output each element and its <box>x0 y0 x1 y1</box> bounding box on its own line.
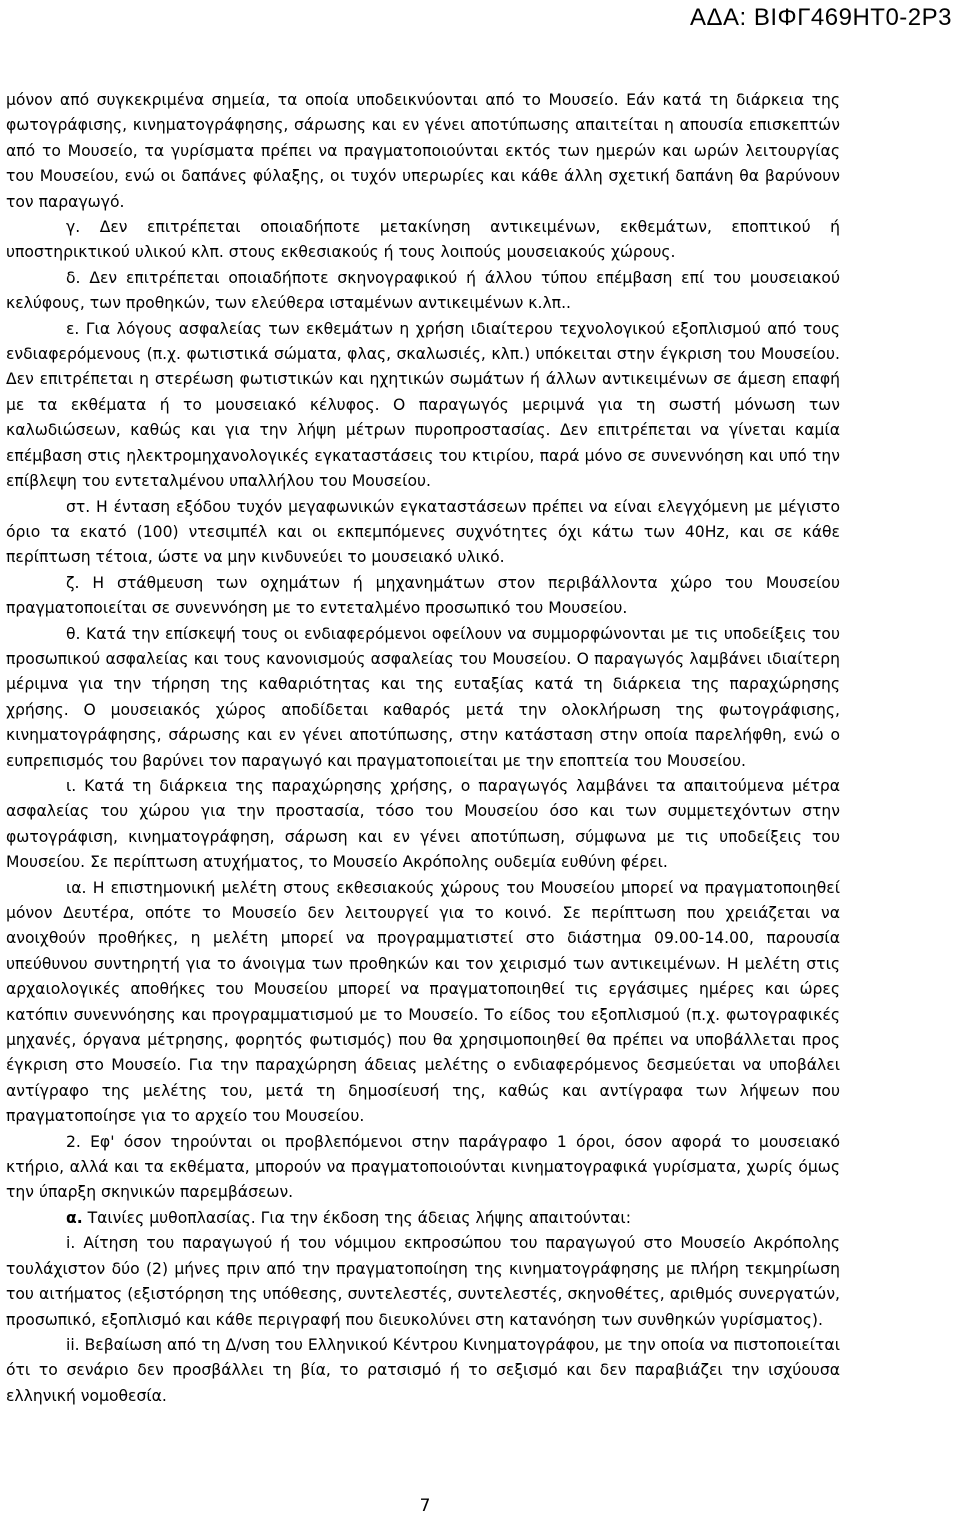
paragraph-i-roman: i. Αίτηση του παραγωγού ή του νόμιμου εκπροσώπου του παραγωγού στο Μουσείο Ακρόπολης τουλάχιστον δύο (2) μήνες πριν από την πραγματοποίηση της κινηματογράφησης με πλήρη τεκμηρίωση του αιτήματος (εξιστόρηση της υπόθεσης, συντελεστές, συντελεστές, σκηνοθέτες, αριθμός συνεργατών, προσωπικό, εξοπλισμό και κάθε περιγραφή που διευκολύνει στη κατανόηση των συνθηκών γυρίσματος). <box>6 1234 840 1329</box>
page-number: 7 <box>419 1496 431 1516</box>
paragraph-st: στ. Η ένταση εξόδου τυχόν μεγαφωνικών εγκαταστάσεων πρέπει να είναι ελεγχόμενη με μέγιστο όριο τα εκατό (100) ντεσιμπέλ και οι εκπεμπόμενες συχνότητες όχι κάτω των 40Hz, και σε κάθε περίπτωση τέτοια, ώστε να μην κινδυνεύει το μουσειακό υλικό. <box>6 497 840 567</box>
paragraph-e: ε. Για λόγους ασφαλείας των εκθεμάτων η χρήση ιδιαίτερου τεχνολογικού εξοπλισμού από τους ενδιαφερόμενους (π.χ. φωτιστικά σώματα, φλας, σκαλωσιές, κλπ.) υπόκειται στην έγκριση του Μουσείου. Δεν επιτρέπεται η στερέωση φωτιστικών και ηχητικών σωμάτων ή άλλων αντικειμένων σε άμεση επαφή με τα εκθέματα ή το μουσειακό κέλυφος. Ο παραγωγός μεριμνά για τη σωστή μόνωση των καλωδιώσεων, καθώς και για την λήψη μέτρων πυροπροστασίας. Δεν επιτρέπεται να γίνεται καμία επέμβαση στις ηλεκτρομηχανολογικές εγκαταστάσεις του κτιρίου, παρά μόνο σε συνεννόηση και υπό την επίβλεψη του εντεταλμένου υπαλλήλου του Μουσείου. <box>6 319 840 491</box>
document-body <box>6 88 840 1409</box>
ada-code-header: ΑΔΑ: ΒΙΦΓ469ΗΤ0-2Ρ3 <box>689 4 952 31</box>
paragraph-th: θ. Κατά την επίσκεψή τους οι ενδιαφερόμενοι οφείλουν να συμμορφώνονται με τις υποδείξεις του προσωπικού ασφαλείας και τους κανονισμούς ασφαλείας του Μουσείου. Ο παραγωγός λαμβάνει ιδιαίτερη μέριμνα για την τήρηση της καθαριότητας και της ευταξίας κατά τη διάρκεια της παραχώρησης χρήσης. Ο μουσειακός χώρος αποδίδεται καθαρός μετά την ολοκλήρωση της φωτογράφισης, κινηματογράφησης, σάρωσης και εν γένει αποτύπωσης, στην κατάσταση στην οποία παρελήφθη, ενώ ο ευπρεπισμός του βαρύνει τον παραγωγό και πραγματοποιείται με την εποπτεία του Μουσείου. <box>6 624 840 770</box>
alpha-text: Ταινίες μυθοπλασίας. Για την έκδοση της άδειας λήψης απαιτούνται: <box>82 1208 631 1227</box>
paragraph-ia: ια. Η επιστημονική μελέτη στους εκθεσιακούς χώρους του Μουσείου μπορεί να πραγματοποιηθεί μόνον Δευτέρα, οπότε το Μουσείο δεν λειτουργεί για το κοινό. Σε περίπτωση που χρειάζεται να ανοιχθούν προθήκες, η μελέτη μπορεί να προγραμματιστεί στο διάστημα 09.00-14.00, παρουσία υπεύθυνου συντηρητή για το άνοιγμα των προθηκών και τον χειρισμό των αντικειμένων. Η μελέτη στις αρχαιολογικές αποθήκες του Μουσείου μπορεί να πραγματοποιηθεί τις εργάσιμες ημέρες και ώρες κατόπιν συνεννόησης και προγραμματισμού με το Μουσείο. Το είδος του εξοπλισμού (π.χ. φωτογραφικές μηχανές, όργανα μέτρησης, φορητός φωτισμός) που θα χρησιμοποιηθεί θα πρέπει να υποβάλλεται προς έγκριση στο Μουσείο. Για την παραχώρηση άδειας μελέτης ο ενδιαφερόμενος δεσμεύεται να υποβάλει αντίγραφο της μελέτης του, μετά τη δημοσίευσή της, καθώς και αντίγραφα των λήψεων που πραγματοποίησε για το αρχείο του Μουσείου. <box>6 878 840 1126</box>
paragraph-2: 2. Εφ' όσον τηρούνται οι προβλεπόμενοι στην παράγραφο 1 όροι, όσον αφορά το μουσειακό κτήριο, αλλά και τα εκθέματα, μπορούν να πραγματοποιούνται κινηματογραφικά γυρίσματα, χωρίς όμως την ύπαρξη σκηνικών παρεμβάσεων. <box>6 1132 840 1202</box>
paragraph-d: δ. Δεν επιτρέπεται οποιαδήποτε σκηνογραφικού ή άλλου τύπου επέμβαση επί του μουσειακού κελύφους, των προθηκών, των ελεύθερα ισταμένων αντικειμένων κ.λπ.. <box>6 268 840 313</box>
paragraph-ii-roman: ii. Βεβαίωση από τη Δ/νση του Ελληνικού Κέντρου Κινηματογράφου, με την οποία να πιστοποιείται ότι το σενάριο δεν προσβάλλει τη βία, το ρατσισμό ή το σεξισμό και δεν παραβιάζει την ισχύουσα ελληνική νομοθεσία. <box>6 1335 840 1405</box>
paragraph-continuation: μόνον από συγκεκριμένα σημεία, τα οποία υποδεικνύονται από το Μουσείο. Εάν κατά τη διάρκεια της φωτογράφισης, κινηματογράφησης, σάρωσης και εν γένει αποτύπωσης απαιτείται η απουσία επισκεπτών από το Μουσείο, τα γυρίσματα πρέπει να πραγματοποιούνται εκτός των ημερών και ωρών λειτουργίας του Μουσείου, ενώ οι δαπάνες φύλαξης, οι τυχόν υπερωρίες και κάθε άλλη σχετική δαπάνη θα βαρύνουν τον παραγωγό. <box>6 91 840 211</box>
paragraph-alpha <box>6 1206 840 1231</box>
alpha-label: α. <box>66 1208 83 1227</box>
paragraph-g: γ. Δεν επιτρέπεται οποιαδήποτε μετακίνηση αντικειμένων, εκθεμάτων, εποπτικού ή υποστηρικτικού υλικού κλπ. στους εκθεσιακούς ή τους λοιπούς μουσειακούς χώρους. <box>6 218 840 262</box>
paragraph-i: ι. Κατά τη διάρκεια της παραχώρησης χρήσης, ο παραγωγός λαμβάνει τα απαιτούμενα μέτρα ασφαλείας του χώρου για την προστασία, τόσο του Μουσείου όσο και των συμμετεχόντων στην φωτογράφιση, κινηματογράφηση, σάρωση και εν γένει αποτύπωση, σύμφωνα με τις υποδείξεις του Μουσείου. Σε περίπτωση ατυχήματος, το Μουσείο Ακρόπολης ουδεμία ευθύνη φέρει. <box>6 776 840 872</box>
paragraph-z: ζ. Η στάθμευση των οχημάτων ή μηχανημάτων στον περιβάλλοντα χώρο του Μουσείου πραγματοποιείται σε συνεννόηση με το εντεταλμένο προσωπικό του Μουσείου. <box>6 573 840 618</box>
